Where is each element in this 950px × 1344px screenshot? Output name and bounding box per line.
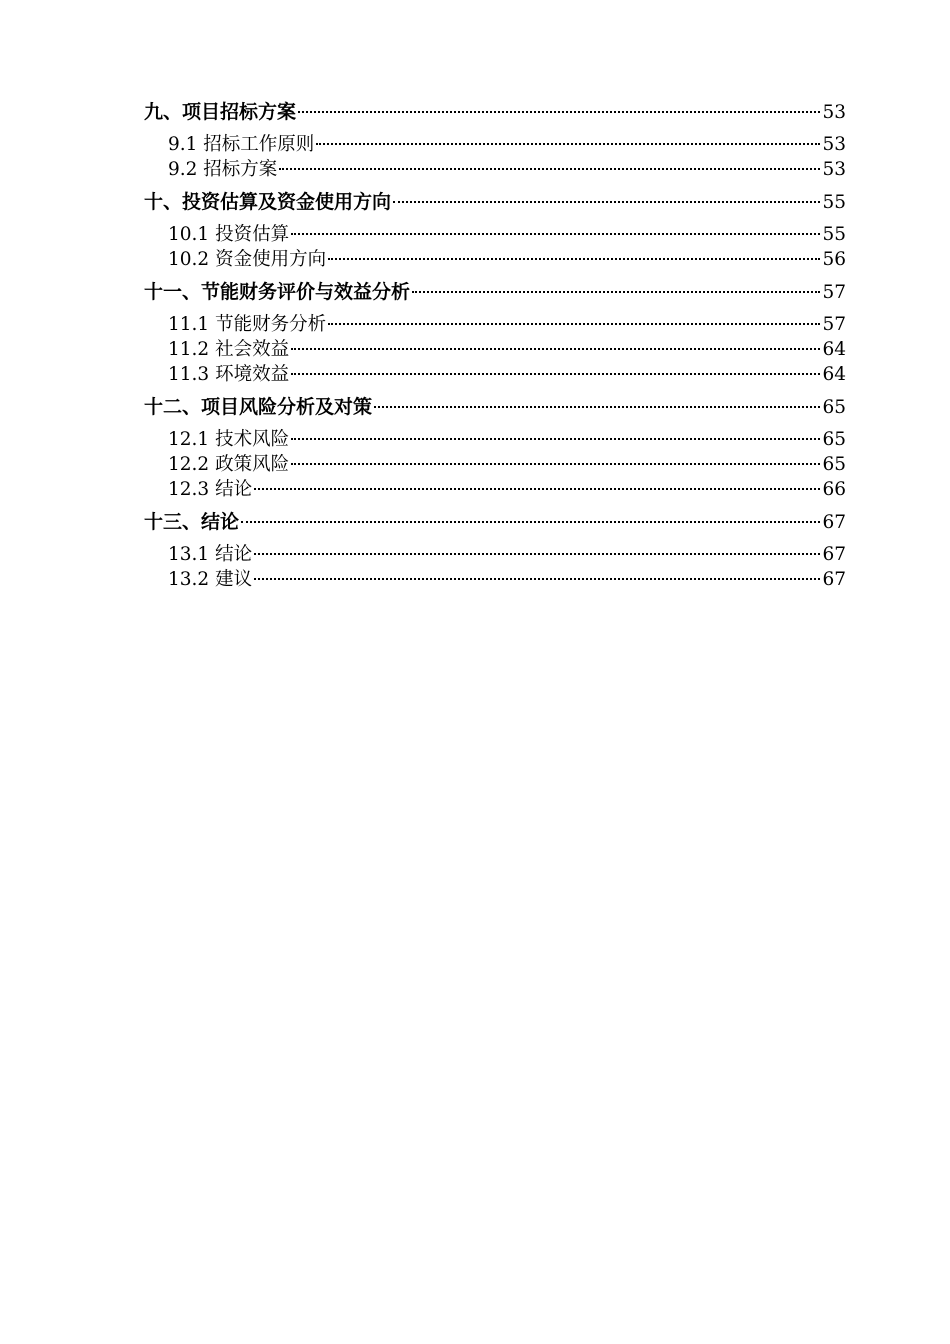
toc-entry-title: 11.2 社会效益 — [168, 339, 290, 360]
toc-section-9-2[interactable] — [144, 157, 846, 182]
toc-entry-title: 十、投资估算及资金使用方向 — [144, 191, 392, 213]
dot-leader — [393, 201, 820, 203]
dot-leader — [254, 578, 820, 580]
toc-entry-title: 十三、结论 — [144, 511, 240, 533]
toc-page-number: 65 — [822, 454, 846, 475]
dot-leader — [328, 323, 820, 325]
dot-leader — [291, 438, 820, 440]
toc-entry-title: 9.2 招标方案 — [168, 159, 278, 180]
toc-entry-title: 十二、项目风险分析及对策 — [144, 396, 373, 418]
toc-chapter-13[interactable] — [144, 508, 846, 536]
toc-entry-title: 12.2 政策风险 — [168, 454, 290, 475]
toc-entry-title: 11.3 环境效益 — [168, 364, 290, 385]
table-of-contents — [144, 98, 846, 592]
toc-entry-title: 12.3 结论 — [168, 479, 253, 500]
dot-leader — [316, 143, 820, 145]
toc-chapter-12[interactable] — [144, 393, 846, 421]
toc-page-number: 53 — [822, 102, 846, 123]
toc-chapter-9[interactable] — [144, 98, 846, 126]
toc-page-number: 67 — [822, 544, 846, 565]
dot-leader — [291, 373, 820, 375]
toc-page-number: 66 — [822, 479, 846, 500]
dot-leader — [254, 553, 820, 555]
toc-section-13-2[interactable] — [144, 567, 846, 592]
toc-entry-title: 9.1 招标工作原则 — [168, 134, 315, 155]
toc-page-number: 55 — [822, 224, 846, 245]
toc-entry-title: 10.2 资金使用方向 — [168, 249, 327, 270]
dot-leader — [374, 406, 820, 408]
dot-leader — [412, 291, 820, 293]
dot-leader — [254, 488, 820, 490]
toc-entry-title: 12.1 技术风险 — [168, 429, 290, 450]
dot-leader — [291, 463, 820, 465]
toc-chapter-11[interactable] — [144, 278, 846, 306]
toc-page-number: 55 — [822, 192, 846, 213]
toc-page-number: 64 — [822, 339, 846, 360]
toc-entry-title: 11.1 节能财务分析 — [168, 314, 327, 335]
toc-page-number: 65 — [822, 429, 846, 450]
toc-section-11-1[interactable] — [144, 312, 846, 337]
toc-page-number: 56 — [822, 249, 846, 270]
toc-section-12-3[interactable] — [144, 477, 846, 502]
toc-page-number: 65 — [822, 397, 846, 418]
toc-page-number: 53 — [822, 134, 846, 155]
toc-section-11-2[interactable] — [144, 337, 846, 362]
toc-page-number: 57 — [822, 282, 846, 303]
toc-page-number: 64 — [822, 364, 846, 385]
toc-section-13-1[interactable] — [144, 542, 846, 567]
toc-page-number: 67 — [822, 512, 846, 533]
toc-section-9-1[interactable] — [144, 132, 846, 157]
dot-leader — [241, 521, 820, 523]
toc-section-11-3[interactable] — [144, 362, 846, 387]
toc-entry-title: 13.2 建议 — [168, 569, 253, 590]
toc-entry-title: 13.1 结论 — [168, 544, 253, 565]
toc-section-12-2[interactable] — [144, 452, 846, 477]
toc-entry-title: 十一、节能财务评价与效益分析 — [144, 281, 411, 303]
dot-leader — [328, 258, 820, 260]
toc-section-12-1[interactable] — [144, 427, 846, 452]
toc-entry-title: 九、项目招标方案 — [144, 101, 297, 123]
dot-leader — [291, 348, 820, 350]
toc-section-10-2[interactable] — [144, 247, 846, 272]
toc-page-number: 53 — [822, 159, 846, 180]
toc-chapter-10[interactable] — [144, 188, 846, 216]
toc-page-number: 67 — [822, 569, 846, 590]
toc-section-10-1[interactable] — [144, 222, 846, 247]
dot-leader — [291, 233, 820, 235]
dot-leader — [279, 168, 820, 170]
toc-page-number: 57 — [822, 314, 846, 335]
toc-entry-title: 10.1 投资估算 — [168, 224, 290, 245]
dot-leader — [298, 111, 820, 113]
